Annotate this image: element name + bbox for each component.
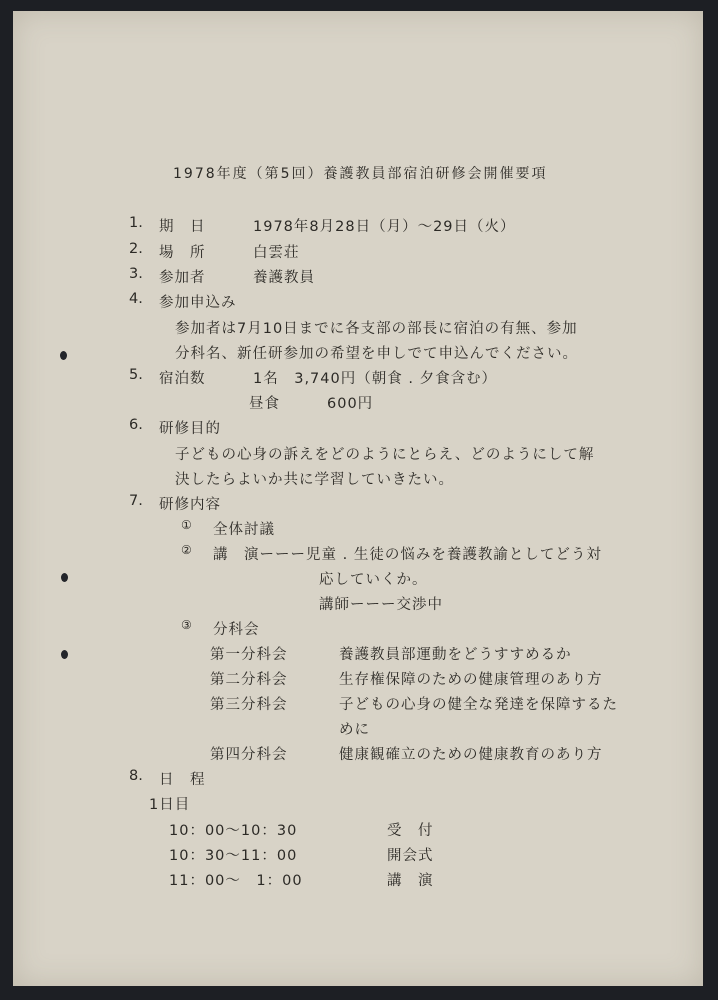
breakout-theme: めに: [339, 722, 370, 738]
lodging-fee: 1名 3,740円（朝食 . 夕食含む）: [253, 371, 498, 387]
item-number: 3.: [129, 266, 143, 282]
sub-item-marker: ③: [181, 618, 193, 632]
item-value-date: 1978年8月28日（月）～29日（火）: [253, 219, 516, 235]
document-page: [13, 11, 703, 986]
lunch-label: 昼食: [249, 396, 280, 412]
item-label-content: 研修内容: [159, 497, 221, 513]
item-value-place: 白雲荘: [253, 245, 300, 261]
item-number: 2.: [129, 241, 143, 257]
schedule-time: 10：00～10：30: [169, 823, 298, 839]
lecture-line: 応していくか。: [319, 572, 428, 588]
breakout-theme: 健康観確立のための健康教育のあり方: [339, 747, 603, 763]
item-label-schedule: 日 程: [159, 772, 206, 788]
item-label-date: 期 日: [159, 219, 206, 235]
schedule-day: 1日目: [149, 797, 191, 813]
item-label-place: 場 所: [159, 245, 206, 261]
purpose-text-line: 決したらよいか共に学習していきたい。: [175, 472, 454, 488]
lunch-fee: 600円: [327, 396, 374, 412]
item-number: 7.: [129, 493, 143, 509]
punch-hole: [61, 573, 68, 582]
schedule-time: 10：30～11：00: [169, 848, 298, 864]
sub-item-marker: ②: [181, 543, 193, 557]
schedule-event: 講 演: [387, 873, 434, 889]
schedule-event: 開会式: [387, 848, 434, 864]
item-value-participants: 養護教員: [253, 270, 315, 286]
breakout-sessions-label: 分科会: [213, 622, 260, 638]
breakout-name: 第一分科会: [210, 647, 288, 663]
punch-hole: [60, 351, 67, 360]
item-label-lodging: 宿泊数: [159, 371, 206, 387]
application-text-line: 分科名、新任研参加の希望を申しでて申込んでください。: [175, 346, 578, 362]
item-label-application: 参加申込み: [159, 295, 237, 311]
item-number: 8.: [129, 768, 143, 784]
plenary-discussion: 全体討議: [213, 522, 275, 538]
purpose-text-line: 子どもの心身の訴えをどのようにとらえ、どのようにして解: [175, 447, 595, 463]
schedule-event: 受 付: [387, 823, 434, 839]
document-title: 1978年度（第5回）養護教員部宿泊研修会開催要項: [173, 166, 548, 182]
punch-hole: [61, 650, 68, 659]
item-label-participants: 参加者: [159, 270, 206, 286]
breakout-theme: 子どもの心身の健全な発達を保障するた: [339, 697, 618, 713]
breakout-theme: 生存権保障のための健康管理のあり方: [339, 672, 603, 688]
item-number: 5.: [129, 367, 143, 383]
item-number: 1.: [129, 215, 143, 231]
lecturer-line: 講師ーーー交渉中: [319, 597, 443, 613]
sub-item-marker: ①: [181, 518, 193, 532]
lecture-line: 講 演ーーー児童 . 生徒の悩みを養護教諭としてどう対: [213, 547, 602, 563]
schedule-time: 11：00～ 1：00: [169, 873, 303, 889]
breakout-name: 第二分科会: [210, 672, 288, 688]
breakout-theme: 養護教員部運動をどうすすめるか: [339, 647, 572, 663]
breakout-name: 第四分科会: [210, 747, 288, 763]
item-number: 4.: [129, 291, 143, 307]
item-number: 6.: [129, 417, 143, 433]
breakout-name: 第三分科会: [210, 697, 288, 713]
application-text-line: 参加者は7月10日までに各支部の部長に宿泊の有無、参加: [175, 321, 578, 337]
item-label-purpose: 研修目的: [159, 421, 221, 437]
